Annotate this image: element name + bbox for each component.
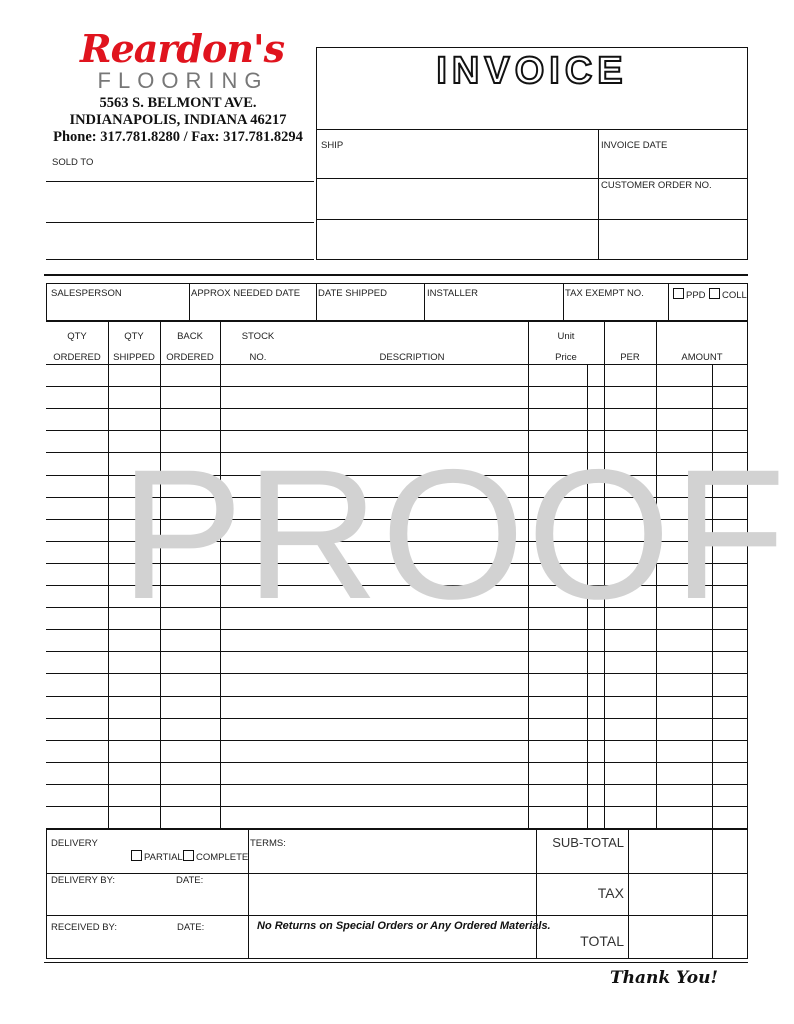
invoice-box-divider-1 bbox=[316, 129, 748, 130]
line-item-row-rule bbox=[46, 806, 748, 807]
partial-option[interactable] bbox=[131, 850, 183, 863]
line-item-row-rule bbox=[46, 696, 748, 697]
delivery-date-label: DATE: bbox=[176, 875, 204, 886]
proof-watermark: PROOF bbox=[120, 432, 788, 638]
col-line-1 bbox=[108, 321, 109, 828]
header-unit-price-2: Price bbox=[555, 352, 577, 363]
line-item-row-rule bbox=[46, 673, 748, 674]
company-street: 5563 S. BELMONT AVE. bbox=[99, 95, 257, 111]
footer-row-2 bbox=[46, 915, 748, 916]
thank-you-signature: Thank You! bbox=[610, 968, 718, 988]
header-amount: AMOUNT bbox=[681, 352, 723, 363]
footer-div-4 bbox=[712, 828, 713, 959]
footer-box bbox=[46, 828, 748, 959]
footer-bottom-line bbox=[44, 962, 748, 963]
line-item-row-rule bbox=[46, 762, 748, 763]
installer-label: INSTALLER bbox=[427, 288, 479, 299]
partial-label: PARTIAL bbox=[144, 852, 183, 863]
info-div-2 bbox=[316, 283, 317, 321]
company-logo bbox=[80, 26, 284, 93]
total-label: TOTAL bbox=[580, 933, 624, 949]
ppd-checkbox[interactable] bbox=[673, 288, 684, 299]
delivery-by-label: DELIVERY BY: bbox=[51, 875, 116, 886]
received-by-label: RECEIVED BY: bbox=[51, 922, 117, 933]
tax-exempt-label: TAX EXEMPT NO. bbox=[565, 288, 644, 299]
line-item-row-rule bbox=[46, 408, 748, 409]
ship-label: SHIP bbox=[321, 140, 344, 151]
customer-order-no-label: CUSTOMER ORDER NO. bbox=[601, 180, 712, 191]
logo-flooring-text: FLOORING bbox=[97, 68, 269, 93]
line-item-row-rule bbox=[46, 718, 748, 719]
approx-needed-date-label: APPROX NEEDED DATE bbox=[191, 288, 301, 299]
invoice-date-label: INVOICE DATE bbox=[601, 140, 668, 151]
table-header-bottom bbox=[46, 364, 748, 365]
invoice-title: INVOICE bbox=[436, 50, 628, 92]
header-qty-ordered-2: ORDERED bbox=[53, 352, 101, 363]
invoice-box-vdivider bbox=[598, 129, 599, 260]
header-unit-price-1: Unit bbox=[557, 331, 575, 342]
info-div-5 bbox=[668, 283, 669, 321]
sold-to-line-1 bbox=[46, 181, 314, 182]
delivery-label: DELIVERY bbox=[51, 838, 98, 849]
footer-div-3 bbox=[628, 828, 629, 959]
tax-label: TAX bbox=[597, 885, 624, 901]
line-item-row-rule bbox=[46, 651, 748, 652]
company-city: INDIANAPOLIS, INDIANA 46217 bbox=[69, 112, 287, 128]
complete-option[interactable] bbox=[183, 850, 248, 863]
complete-checkbox[interactable] bbox=[183, 850, 194, 861]
complete-label: COMPLETE bbox=[196, 852, 249, 863]
salesperson-label: SALESPERSON bbox=[51, 288, 122, 299]
date-shipped-label: DATE SHIPPED bbox=[318, 288, 387, 299]
invoice-box-divider-3 bbox=[316, 219, 748, 220]
table-top-line bbox=[46, 321, 748, 322]
header-qty-shipped-2: SHIPPED bbox=[113, 352, 155, 363]
info-div-4 bbox=[563, 283, 564, 321]
sold-to-line-2 bbox=[46, 222, 314, 223]
header-back-ordered-2: ORDERED bbox=[166, 352, 214, 363]
header-qty-shipped-1: QTY bbox=[124, 331, 144, 342]
header-stock-no-2: NO. bbox=[249, 352, 267, 363]
footer-row-1 bbox=[46, 873, 248, 874]
line-item-row-rule bbox=[46, 784, 748, 785]
terms-label: TERMS: bbox=[250, 838, 286, 849]
logo-script-text: Reardon's bbox=[80, 26, 284, 71]
header-back-ordered-1: BACK bbox=[177, 331, 203, 342]
partial-checkbox[interactable] bbox=[131, 850, 142, 861]
ppd-label: PPD bbox=[686, 290, 706, 301]
subtotal-label: SUB-TOTAL bbox=[552, 835, 624, 850]
header-stock-no-1: STOCK bbox=[241, 331, 275, 342]
ppd-option[interactable] bbox=[673, 288, 706, 301]
separator-line bbox=[44, 274, 748, 276]
info-div-1 bbox=[189, 283, 190, 321]
info-div-3 bbox=[424, 283, 425, 321]
company-phone: Phone: 317.781.8280 / Fax: 317.781.8294 bbox=[53, 129, 303, 145]
header-description: DESCRIPTION bbox=[379, 352, 445, 363]
received-date-label: DATE: bbox=[177, 922, 205, 933]
coll-checkbox[interactable] bbox=[709, 288, 720, 299]
footer-row-3 bbox=[248, 873, 748, 874]
invoice-box-divider-2 bbox=[316, 178, 748, 179]
header-per: PER bbox=[620, 352, 640, 363]
sold-to-line-3 bbox=[46, 259, 314, 260]
line-item-row-rule bbox=[46, 386, 748, 387]
coll-option[interactable] bbox=[709, 288, 747, 301]
line-item-row-rule bbox=[46, 740, 748, 741]
coll-label: COLL bbox=[722, 290, 747, 301]
no-returns-notice: No Returns on Special Orders or Any Ordered Materials. bbox=[257, 920, 551, 932]
header-qty-ordered-1: QTY bbox=[67, 331, 87, 342]
footer-div-1 bbox=[248, 828, 249, 959]
sold-to-label: SOLD TO bbox=[52, 157, 94, 168]
